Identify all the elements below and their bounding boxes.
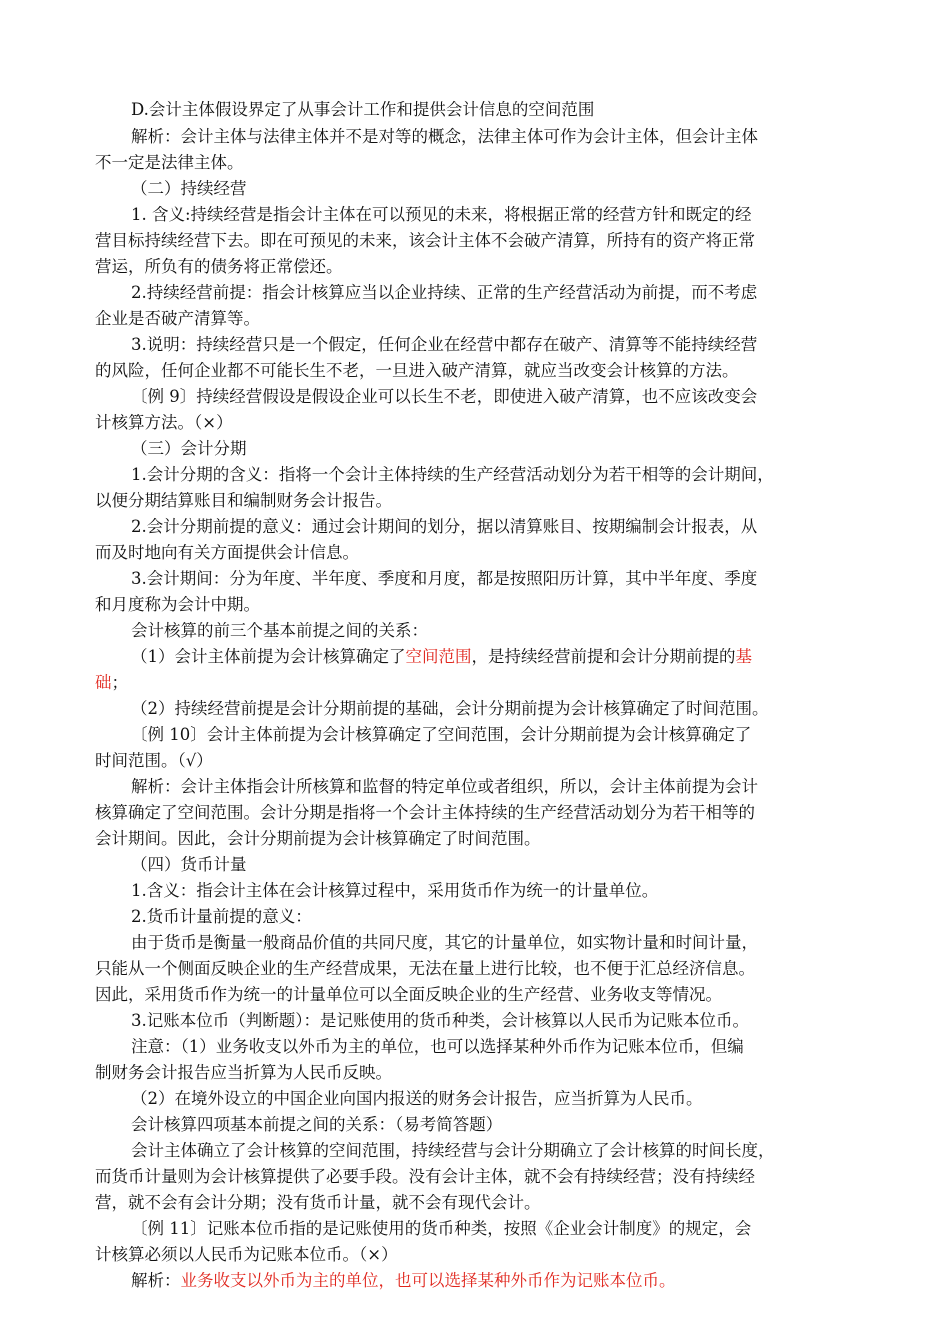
text-line: 因此，采用货币作为统一的计量单位可以全面反映企业的生产经营、业务收支等情况。 (95, 985, 722, 1004)
highlight-text: 空间范围 (405, 647, 472, 666)
text-line: 会计主体确立了会计核算的空间范围，持续经营与会计分期确立了会计核算的时间长度， (131, 1141, 775, 1160)
text-span: ； (111, 673, 128, 692)
text-line: 解析：会计主体与法律主体并不是对等的概念，法律主体可作为会计主体，但会计主体 (131, 127, 758, 146)
text-line: （2）在境外设立的中国企业向国内报送的财务会计报告，应当折算为人民币。 (131, 1089, 703, 1108)
text-line: 制财务会计报告应当折算为人民币反映。 (95, 1063, 392, 1082)
text-line: 核算确定了空间范围。会计分期是指将一个会计主体持续的生产经营活动划分为若干相等的 (95, 803, 755, 822)
text-line: 企业是否破产清算等。 (95, 309, 260, 328)
text-line: 营目标持续经营下去。即在可预见的未来，该会计主体不会破产清算，所持有的资产将正常 (95, 231, 755, 250)
section-heading: （二）持续经营 (131, 179, 247, 198)
text-line: 2.会计分期前提的意义：通过会计期间的划分，据以清算账目、按期编制会计报表，从 (131, 517, 758, 536)
text-line: 会计核算四项基本前提之间的关系：（易考简答题） (131, 1115, 503, 1134)
text-line: 2.货币计量前提的意义： (131, 907, 312, 926)
text-line: 只能从一个侧面反映企业的生产经营成果，无法在量上进行比较，也不便于汇总经济信息。 (95, 959, 755, 978)
text-line: 会计核算的前三个基本前提之间的关系： (131, 621, 428, 640)
text-line (131, 645, 752, 669)
text-line: 营，就不会有会计分期；没有货币计量，就不会有现代会计。 (95, 1193, 541, 1212)
section-heading: （三）会计分期 (131, 439, 247, 458)
text-line: 营运，所负有的债务将正常偿还。 (95, 257, 343, 276)
highlight-text: 础 (95, 673, 112, 692)
section-heading: （四）货币计量 (131, 855, 247, 874)
text-line: 不一定是法律主体。 (95, 153, 244, 172)
text-line: 3.会计期间：分为年度、半年度、季度和月度，都是按照阳历计算，其中半年度、季度 (131, 569, 758, 588)
text-line: 1.会计分期的含义：指将一个会计主体持续的生产经营活动划分为若干相等的会计期间， (131, 465, 774, 484)
text-line: 3.记账本位币（判断题）：是记账使用的货币种类，会计核算以人民币为记账本位币。 (131, 1011, 749, 1030)
text-line: 而及时地向有关方面提供会计信息。 (95, 543, 359, 562)
highlight-text: 基 (735, 647, 752, 666)
text-line: 1. 含义:持续经营是指会计主体在可以预见的未来，将根据正常的经营方针和既定的经 (131, 205, 752, 224)
text-line: 1.含义：指会计主体在会计核算过程中，采用货币作为统一的计量单位。 (131, 881, 659, 900)
text-line: 以便分期结算账目和编制财务会计报告。 (95, 491, 392, 510)
text-line (95, 671, 128, 695)
example-line: 〔例 9〕持续经营假设是假设企业可以长生不老，即使进入破产清算，也不应该改变会 (131, 387, 758, 406)
example-line: 时间范围。（√） (95, 751, 213, 770)
highlight-text: 业务收支以外币为主的单位，也可以选择某种外币作为记账本位币。 (180, 1271, 676, 1290)
text-line: 3.说明：持续经营只是一个假定，任何企业在经营中都存在破产、清算等不能持续经营 (131, 335, 758, 354)
text-span: 解析： (131, 1271, 181, 1290)
text-line: 注意：（1）业务收支以外币为主的单位，也可以选择某种外币作为记账本位币，但编 (131, 1037, 744, 1056)
text-span: （1）会计主体前提为会计核算确定了 (131, 647, 406, 666)
example-line: 计核算方法。（×） (95, 413, 233, 432)
text-line: 而货币计量则为会计核算提供了必要手段。没有会计主体，就不会有持续经营；没有持续经 (95, 1167, 755, 1186)
example-line: 〔例 11〕记账本位币指的是记账使用的货币种类，按照《企业会计制度》的规定，会 (131, 1219, 752, 1238)
text-line: 由于货币是衡量一般商品价值的共同尺度，其它的计量单位，如实物计量和时间计量， (131, 933, 758, 952)
example-line: 计核算必须以人民币为记账本位币。（×） (95, 1245, 398, 1264)
text-line: 解析：会计主体指会计所核算和监督的特定单位或者组织，所以，会计主体前提为会计 (131, 777, 758, 796)
text-line: 和月度称为会计中期。 (95, 595, 260, 614)
text-line: （2）持续经营前提是会计分期前提的基础，会计分期前提为会计核算确定了时间范围。 (131, 699, 769, 718)
text-line: 2.持续经营前提：指会计核算应当以企业持续、正常的生产经营活动为前提，而不考虑 (131, 283, 758, 302)
text-line (131, 1269, 676, 1293)
text-span: ，是持续经营前提和会计分期前提的 (471, 647, 736, 666)
example-line: 〔例 10〕会计主体前提为会计核算确定了空间范围，会计分期前提为会计核算确定了 (131, 725, 752, 744)
text-line: 的风险，任何企业都不可能长生不老，一旦进入破产清算，就应当改变会计核算的方法。 (95, 361, 739, 380)
text-line: D.会计主体假设界定了从事会计工作和提供会计信息的空间范围 (131, 100, 595, 119)
text-line: 会计期间。因此，会计分期前提为会计核算确定了时间范围。 (95, 829, 541, 848)
